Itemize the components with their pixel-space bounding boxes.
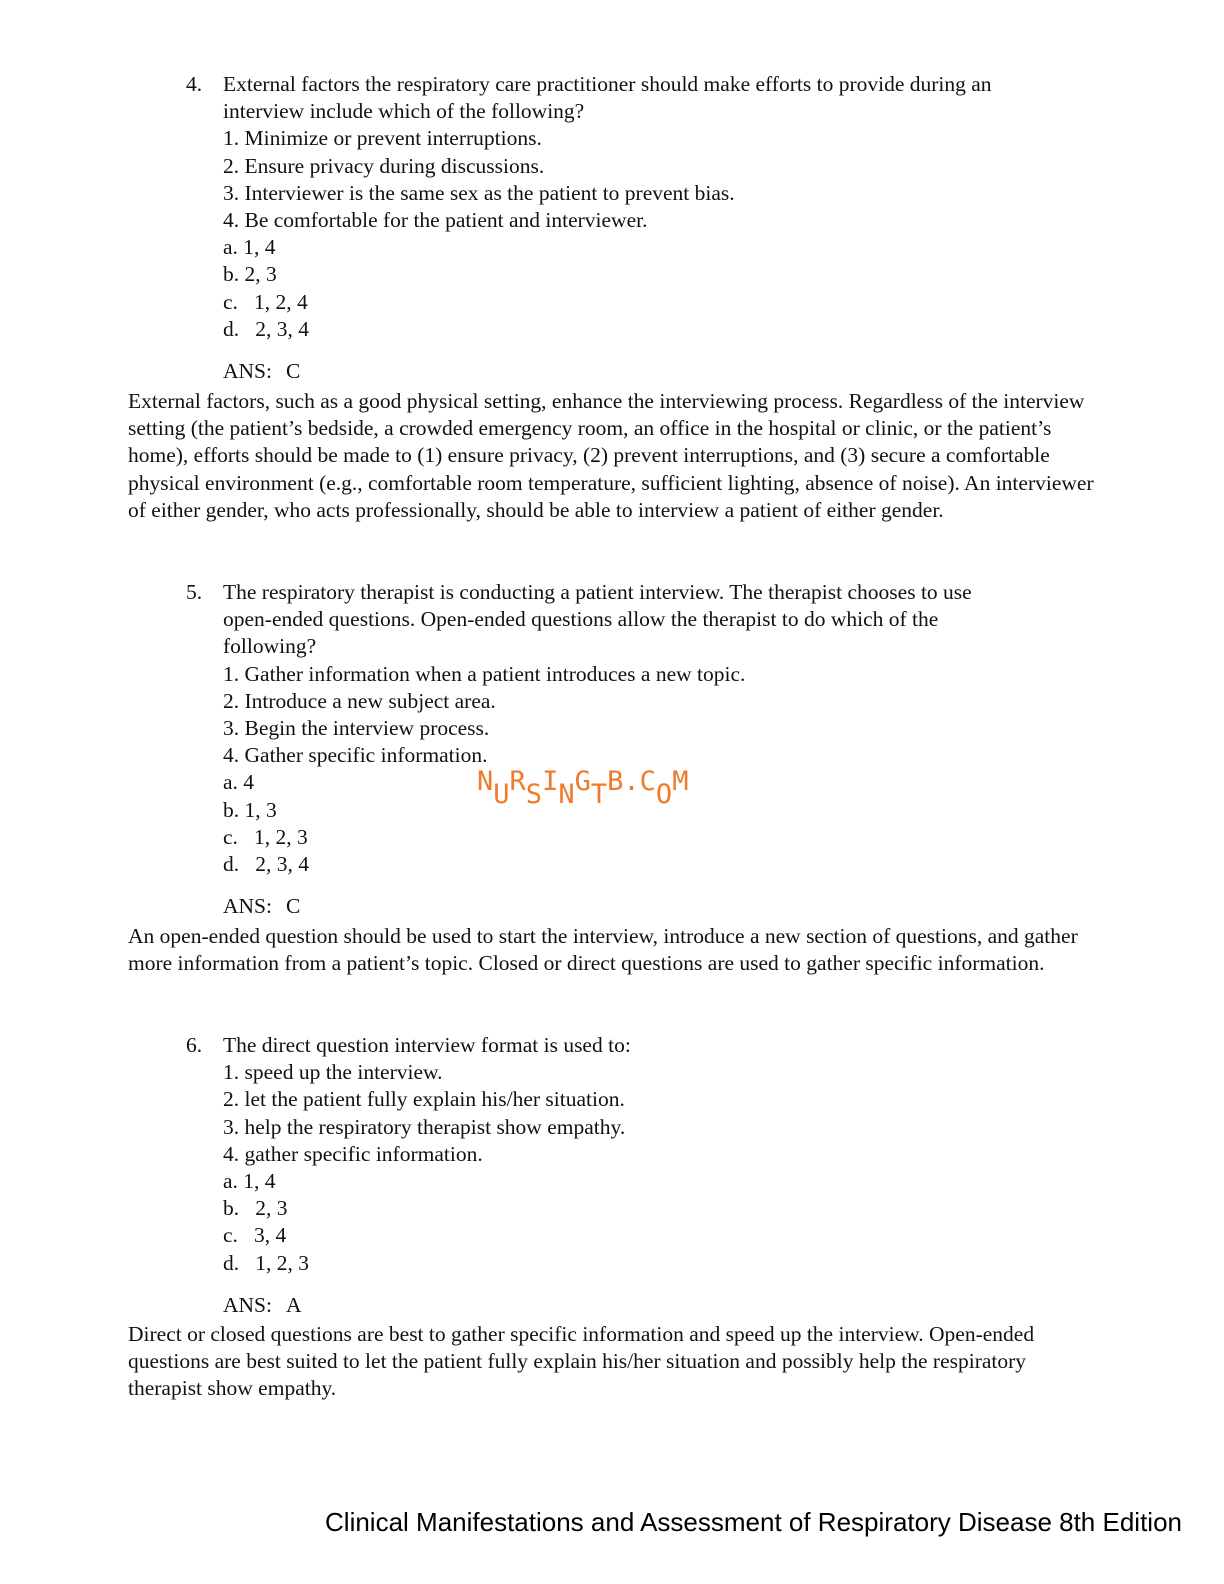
watermark-letter: T <box>590 779 608 810</box>
watermark-letter: N <box>477 766 494 797</box>
statement-3: 3. help the respiratory therapist show empathy. <box>223 1114 626 1139</box>
rationale-4: External factors, such as a good physical setting, enhance the interviewing process. Regardless of the interview setting (the patient’s bedside, a crowded emergency room, an office in the hospital or clinic, or the patient’s home), efforts should be made to (1) ensure privacy, (2) prevent interruptions, and (3) secure a comfortable physical environment (e.g., comfortable room temperature, sufficient lighting, absence of noise). An interviewer of either gender, who acts professionally, should be able to interview a patient of either gender. <box>128 389 1094 522</box>
answer-label: ANS: <box>223 359 272 384</box>
rationale-5: An open-ended question should be used to start the interview, introduce a new section of questions, and gather more information from a patient’s topic. Closed or direct questions are used to gather specific information. <box>128 924 1078 976</box>
choice-d: d. 2, 3, 4 <box>223 852 309 877</box>
question-body <box>223 71 1086 385</box>
statement-4: 4. Gather specific information. <box>223 743 488 768</box>
question-number: 5. <box>186 580 203 604</box>
question-text: The direct question interview format is used to: <box>223 1033 631 1057</box>
question-text: The respiratory therapist is conducting a patient interview. The therapist chooses to use <box>223 580 972 604</box>
answer-line <box>223 893 1086 920</box>
choice-d: d. 1, 2, 3 <box>223 1250 309 1275</box>
statement-2: 2. let the patient fully explain his/her situation. <box>223 1087 625 1112</box>
choice-d: d. 2, 3, 4 <box>223 316 309 341</box>
statement-2: 2. Introduce a new subject area. <box>223 688 496 713</box>
question-text: interview include which of the following? <box>223 99 585 124</box>
question-6 <box>186 1032 1086 1319</box>
footer-book-title: Clinical Manifestations and Assessment of Respiratory Disease 8th Edition <box>325 1507 1182 1537</box>
answer-value: C <box>285 359 301 384</box>
answer-label: ANS: <box>223 894 272 919</box>
choice-c: c. 3, 4 <box>223 1223 287 1248</box>
statement-4: 4. gather specific information. <box>223 1141 483 1166</box>
watermark-letter: O <box>655 779 673 810</box>
watermark-letter: I <box>542 766 559 797</box>
statement-4: 4. Be comfortable for the patient and interviewer. <box>223 208 648 233</box>
choice-a: a. 1, 4 <box>223 235 276 260</box>
question-5 <box>186 579 1086 920</box>
question-4 <box>186 71 1086 385</box>
answer-label: ANS: <box>223 1292 272 1317</box>
question-number: 6. <box>186 1033 203 1057</box>
choice-c: c. 1, 2, 3 <box>223 824 308 849</box>
question-text: External factors the respiratory care practitioner should make efforts to provide during an <box>223 72 992 96</box>
watermark-letter: U <box>493 779 510 810</box>
statement-3: 3. Interviewer is the same sex as the patient to prevent bias. <box>223 180 735 205</box>
question-body <box>223 1032 1086 1319</box>
watermark-letter: N <box>558 779 575 810</box>
rationale-6: Direct or closed questions are best to gather specific information and speed up the interview. Open-ended questions are best suited to let the patient fully explain his/her situation and possibly help the respiratory therapist show empathy. <box>128 1322 1035 1401</box>
statement-1: 1. Gather information when a patient introduces a new topic. <box>223 661 746 686</box>
choice-b: b. 2, 3 <box>223 1196 288 1221</box>
statement-1: 1. speed up the interview. <box>223 1060 443 1085</box>
choice-a: a. 4 <box>223 770 255 795</box>
statement-1: 1. Minimize or prevent interruptions. <box>223 126 542 151</box>
choice-a: a. 1, 4 <box>223 1169 276 1194</box>
watermark-letter: M <box>672 766 689 797</box>
answer-value: C <box>285 894 301 919</box>
choice-b: b. 2, 3 <box>223 262 277 287</box>
question-body <box>223 579 1086 920</box>
watermark-logo <box>477 766 689 814</box>
answer-line <box>223 1292 1086 1319</box>
answer-value: A <box>285 1292 302 1317</box>
watermark-letter: G <box>574 766 591 797</box>
choice-c: c. 1, 2, 4 <box>223 289 308 314</box>
watermark-letter: R <box>509 766 526 797</box>
watermark-letter: . <box>623 766 640 797</box>
watermark-letter: C <box>639 766 656 797</box>
question-text: open-ended questions. Open-ended questions allow the therapist to do which of the <box>223 607 939 632</box>
question-text: following? <box>223 634 317 659</box>
answer-line <box>223 358 1086 385</box>
choice-b: b. 1, 3 <box>223 797 277 822</box>
watermark-letter: S <box>525 779 543 810</box>
statement-3: 3. Begin the interview process. <box>223 716 490 741</box>
question-number: 4. <box>186 72 203 96</box>
watermark-letter: B <box>607 766 624 797</box>
statement-2: 2. Ensure privacy during discussions. <box>223 153 545 178</box>
